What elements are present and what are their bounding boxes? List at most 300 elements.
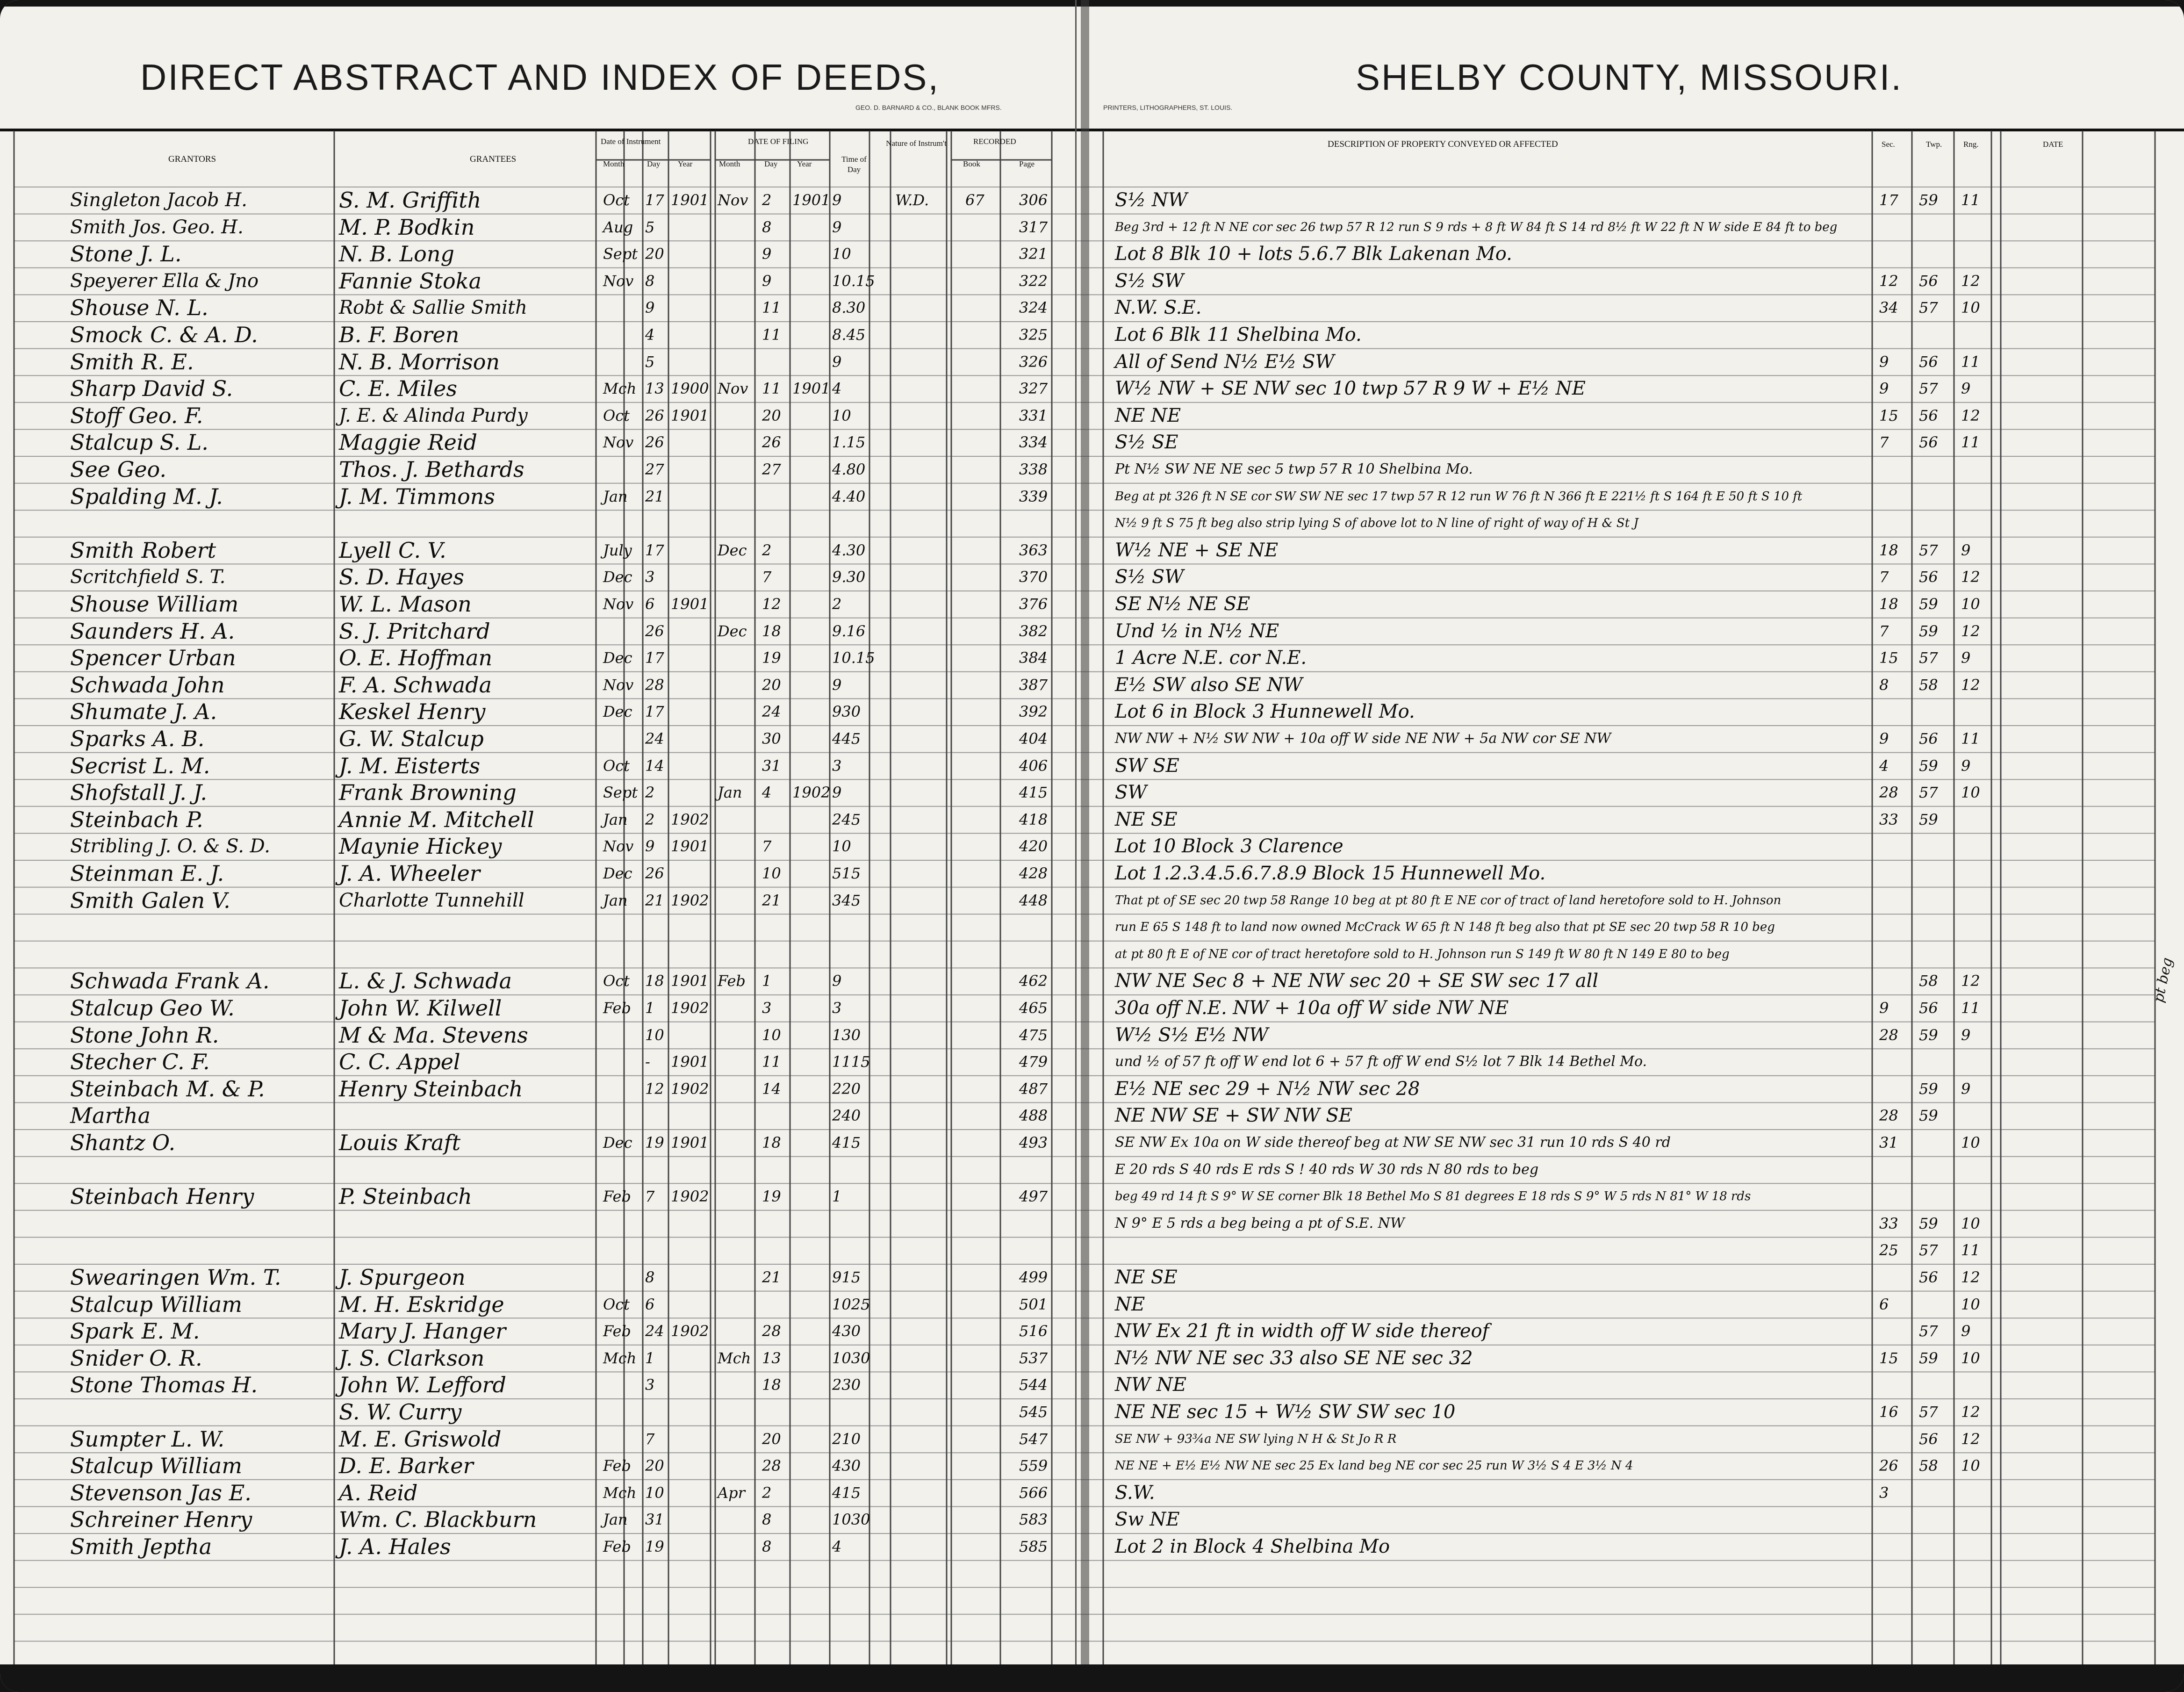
filing-year-cell: 1902 bbox=[792, 784, 831, 802]
description-cell: NE NE sec 15 + W½ SW SW sec 10 bbox=[1115, 1401, 1456, 1423]
page-cell: 420 bbox=[1019, 837, 1048, 856]
time-of-day-cell: 8.30 bbox=[832, 299, 866, 317]
instrument-year-cell: 1902 bbox=[671, 891, 709, 909]
grantee-cell: J. A. Hales bbox=[339, 1534, 451, 1559]
filing-month-cell: Apr bbox=[718, 1483, 745, 1502]
filing-day-cell: 24 bbox=[762, 703, 781, 721]
sec-cell: 16 bbox=[1879, 1403, 1898, 1421]
rng-cell: 12 bbox=[1961, 972, 1980, 990]
instrument-month-cell: Dec bbox=[603, 649, 632, 667]
rng-cell: 9 bbox=[1961, 649, 1971, 667]
column-header-sec: Sec. bbox=[1882, 140, 1895, 149]
twp-cell: 57 bbox=[1919, 1322, 1938, 1340]
rng-cell: 10 bbox=[1961, 1214, 1980, 1232]
twp-cell: 57 bbox=[1919, 541, 1938, 559]
rng-cell: 12 bbox=[1961, 1403, 1980, 1421]
filing-day-cell: 14 bbox=[762, 1080, 781, 1098]
twp-cell: 56 bbox=[1919, 1430, 1938, 1448]
filing-day-cell: 2 bbox=[762, 191, 772, 209]
description-cell: Beg 3rd + 12 ft N NE cor sec 26 twp 57 R 12 run S 9 rds + 8 ft W 84 ft S 14 rd 8½ ft W 22 ft N W side E 84 ft to beg bbox=[1115, 220, 1838, 234]
grantor-cell: Smith Robert bbox=[70, 537, 216, 563]
sec-cell: 3 bbox=[1879, 1483, 1889, 1502]
sec-cell: 7 bbox=[1879, 622, 1889, 640]
time-of-day-cell: 2 bbox=[832, 595, 842, 613]
instrument-year-cell: 1902 bbox=[671, 1080, 709, 1098]
grantor-cell: Sumpter L. W. bbox=[70, 1426, 225, 1452]
filing-day-cell: 18 bbox=[762, 1134, 781, 1152]
page-title-right: SHELBY COUNTY, MISSOURI. bbox=[1356, 57, 1903, 98]
page-cell: 585 bbox=[1019, 1538, 1048, 1555]
rng-cell: 12 bbox=[1961, 676, 1980, 694]
description-cell: E 20 rds S 40 rds E rds S ! 40 rds W 30 rds N 80 rds to beg bbox=[1115, 1161, 1539, 1178]
instrument-month-cell: Jan bbox=[603, 810, 628, 828]
description-cell: S½ SE bbox=[1115, 432, 1178, 454]
time-of-day-cell: 1.15 bbox=[832, 433, 866, 452]
grantee-cell: O. E. Hoffman bbox=[339, 645, 493, 671]
instrument-day-cell: 28 bbox=[645, 676, 664, 694]
instrument-day-cell: 9 bbox=[645, 299, 655, 317]
page-cell: 544 bbox=[1019, 1376, 1048, 1394]
column-header-date-of-filing: DATE OF FILING bbox=[748, 137, 809, 146]
column-header-nature: Nature of Instrum't bbox=[886, 139, 947, 148]
twp-cell: 57 bbox=[1919, 649, 1938, 667]
instrument-day-cell: 3 bbox=[645, 568, 655, 586]
rng-cell: 11 bbox=[1961, 191, 1980, 209]
grantor-cell: See Geo. bbox=[70, 457, 167, 482]
grantee-cell: Thos. J. Bethards bbox=[339, 457, 524, 482]
description-cell: SE N½ NE SE bbox=[1115, 593, 1250, 615]
grantee-cell: J. E. & Alinda Purdy bbox=[339, 404, 528, 426]
instrument-day-cell: - bbox=[645, 1053, 650, 1071]
description-cell: NE NE bbox=[1115, 404, 1181, 426]
column-header-inst-year: Year bbox=[678, 159, 693, 168]
filing-month-cell: Dec bbox=[718, 541, 747, 559]
grantor-cell: Stoff Geo. F. bbox=[70, 403, 203, 428]
column-header-book: Book bbox=[963, 159, 980, 168]
twp-cell: 59 bbox=[1919, 810, 1938, 828]
description-cell: Lot 2 in Block 4 Shelbina Mo bbox=[1115, 1536, 1390, 1557]
time-of-day-cell: 9.16 bbox=[832, 622, 866, 640]
grantee-cell: John W. Lefford bbox=[339, 1372, 506, 1398]
book-cell: 67 bbox=[965, 191, 984, 209]
grantor-cell: Smock C. & A. D. bbox=[70, 322, 258, 347]
rng-cell: 11 bbox=[1961, 730, 1980, 748]
time-of-day-cell: 3 bbox=[832, 756, 842, 775]
grantor-cell: Sharp David S. bbox=[70, 376, 233, 402]
instrument-day-cell: 10 bbox=[645, 1026, 664, 1044]
time-of-day-cell: 4.40 bbox=[832, 487, 866, 505]
column-header-filing-day: Day bbox=[764, 159, 778, 168]
sec-cell: 34 bbox=[1879, 299, 1898, 317]
grantee-cell: J. A. Wheeler bbox=[339, 861, 480, 886]
filing-day-cell: 11 bbox=[762, 326, 781, 344]
rng-cell: 9 bbox=[1961, 380, 1971, 398]
filing-month-cell: Jan bbox=[718, 784, 742, 802]
sec-cell: 26 bbox=[1879, 1457, 1898, 1475]
page-cell: 376 bbox=[1019, 595, 1048, 613]
grantee-cell: Henry Steinbach bbox=[339, 1076, 523, 1102]
column-header-date: DATE bbox=[2043, 140, 2063, 149]
instrument-day-cell: 26 bbox=[645, 433, 664, 452]
instrument-day-cell: 6 bbox=[645, 595, 655, 613]
instrument-day-cell: 5 bbox=[645, 353, 655, 371]
page-cell: 382 bbox=[1019, 622, 1048, 640]
twp-cell: 59 bbox=[1919, 191, 1938, 209]
page-cell: 418 bbox=[1019, 810, 1048, 828]
description-cell: W½ NE + SE NE bbox=[1115, 539, 1279, 561]
instrument-day-cell: 27 bbox=[645, 461, 664, 478]
page-cell: 306 bbox=[1019, 191, 1048, 209]
grantee-cell: M. E. Griswold bbox=[339, 1426, 502, 1452]
rng-cell: 10 bbox=[1961, 1295, 1980, 1313]
printer-note-left: GEO. D. BARNARD & CO., BLANK BOOK MFRS. bbox=[855, 104, 1002, 111]
column-header-filing-year: Year bbox=[797, 159, 812, 168]
grantee-cell: A. Reid bbox=[339, 1480, 418, 1505]
grantor-cell: Stevenson Jas E. bbox=[70, 1480, 251, 1505]
description-cell: N½ NW NE sec 33 also SE NE sec 32 bbox=[1115, 1347, 1473, 1369]
instrument-year-cell: 1900 bbox=[671, 380, 709, 398]
filing-day-cell: 20 bbox=[762, 676, 781, 694]
filing-day-cell: 10 bbox=[762, 864, 781, 882]
instrument-month-cell: Feb bbox=[603, 1457, 631, 1475]
rng-cell: 10 bbox=[1961, 1134, 1980, 1152]
sec-cell: 28 bbox=[1879, 784, 1898, 802]
filing-day-cell: 19 bbox=[762, 1188, 781, 1206]
instrument-month-cell: Feb bbox=[603, 1538, 631, 1555]
grantor-cell: Steinman E. J. bbox=[70, 861, 224, 886]
twp-cell: 57 bbox=[1919, 1241, 1938, 1260]
instrument-day-cell: 7 bbox=[645, 1188, 655, 1206]
grantee-cell: M & Ma. Stevens bbox=[339, 1022, 528, 1048]
filing-day-cell: 4 bbox=[762, 784, 772, 802]
instrument-year-cell: 1901 bbox=[671, 837, 709, 856]
time-of-day-cell: 1115 bbox=[832, 1053, 870, 1071]
grantor-cell: Stalcup S. L. bbox=[70, 430, 208, 455]
description-cell: That pt of SE sec 20 twp 58 Range 10 beg at pt 80 ft E NE cor of tract of land heretofore sold to H. Johnson bbox=[1115, 893, 1782, 907]
page-cell: 545 bbox=[1019, 1403, 1048, 1421]
sec-cell: 33 bbox=[1879, 810, 1898, 828]
sec-cell: 9 bbox=[1879, 353, 1889, 371]
column-header-inst-month: Month bbox=[603, 159, 625, 168]
instrument-day-cell: 4 bbox=[645, 326, 655, 344]
grantor-cell: Speyerer Ella & Jno bbox=[70, 270, 259, 292]
instrument-day-cell: 3 bbox=[645, 1376, 655, 1394]
rng-cell: 10 bbox=[1961, 1349, 1980, 1367]
instrument-month-cell: Nov bbox=[603, 272, 634, 290]
time-of-day-cell: 415 bbox=[832, 1483, 861, 1502]
column-header-filing-month: Month bbox=[719, 159, 740, 168]
time-of-day-cell: 10 bbox=[832, 245, 851, 263]
description-cell: W½ S½ E½ NW bbox=[1115, 1024, 1269, 1046]
time-of-day-cell: 1030 bbox=[832, 1349, 870, 1367]
twp-cell: 58 bbox=[1919, 1457, 1938, 1475]
column-header-rng: Rng. bbox=[1963, 140, 1979, 149]
description-cell: NW Ex 21 ft in width off W side thereof bbox=[1115, 1320, 1489, 1342]
grantee-cell: Louis Kraft bbox=[339, 1130, 461, 1155]
time-of-day-cell: 9 bbox=[832, 784, 842, 802]
page-cell: 488 bbox=[1019, 1107, 1048, 1125]
time-of-day-cell: 245 bbox=[832, 810, 861, 828]
instrument-day-cell: 8 bbox=[645, 1268, 655, 1286]
instrument-month-cell: Jan bbox=[603, 487, 628, 505]
grantee-cell: C. C. Appel bbox=[339, 1049, 460, 1075]
instrument-day-cell: 24 bbox=[645, 1322, 664, 1340]
page-cell: 475 bbox=[1019, 1026, 1048, 1044]
description-cell: W½ NW + SE NW sec 10 twp 57 R 9 W + E½ NE bbox=[1115, 378, 1586, 400]
instrument-month-cell: Sept bbox=[603, 245, 638, 263]
instrument-month-cell: Nov bbox=[603, 433, 634, 452]
filing-day-cell: 20 bbox=[762, 1430, 781, 1448]
sec-cell: 15 bbox=[1879, 406, 1898, 425]
grantee-cell: M. P. Bodkin bbox=[339, 214, 475, 240]
description-cell: N½ 9 ft S 75 ft beg also strip lying S of above lot to N line of right of way of H & St J bbox=[1115, 516, 1638, 531]
grantee-cell: D. E. Barker bbox=[339, 1453, 474, 1479]
twp-cell: 56 bbox=[1919, 433, 1938, 452]
time-of-day-cell: 1 bbox=[832, 1188, 842, 1206]
description-cell: und ½ of 57 ft off W end lot 6 + 57 ft off W end S½ lot 7 Blk 14 Bethel Mo. bbox=[1115, 1053, 1647, 1070]
instrument-month-cell: Jan bbox=[603, 1511, 628, 1529]
instrument-month-cell: Nov bbox=[603, 837, 634, 856]
description-cell: NW NE bbox=[1115, 1374, 1187, 1396]
grantor-cell: Stone Thomas H. bbox=[70, 1372, 258, 1398]
grantor-cell: Smith Galen V. bbox=[70, 887, 230, 913]
grantee-cell: S. J. Pritchard bbox=[339, 618, 490, 644]
time-of-day-cell: 9 bbox=[832, 353, 842, 371]
description-cell: NE bbox=[1115, 1293, 1145, 1315]
filing-day-cell: 27 bbox=[762, 461, 781, 478]
page-cell: 566 bbox=[1019, 1483, 1048, 1502]
instrument-day-cell: 17 bbox=[645, 703, 664, 721]
page-cell: 479 bbox=[1019, 1053, 1048, 1071]
filing-day-cell: 11 bbox=[762, 299, 781, 317]
column-header-inst-day: Day bbox=[647, 159, 661, 168]
instrument-year-cell: 1902 bbox=[671, 810, 709, 828]
sec-cell: 9 bbox=[1879, 999, 1889, 1017]
filing-month-cell: Mch bbox=[718, 1349, 751, 1367]
page-cell: 406 bbox=[1019, 756, 1048, 775]
twp-cell: 57 bbox=[1919, 299, 1938, 317]
description-cell: Sw NE bbox=[1115, 1509, 1180, 1531]
instrument-day-cell: 19 bbox=[645, 1134, 664, 1152]
page-cell: 325 bbox=[1019, 326, 1048, 344]
page-cell: 384 bbox=[1019, 649, 1048, 667]
column-header-date-of-instrument: Date of Instrument bbox=[601, 137, 661, 146]
description-cell: S½ NW bbox=[1115, 189, 1187, 211]
grantor-cell: Martha bbox=[70, 1103, 151, 1129]
filing-day-cell: 2 bbox=[762, 541, 772, 559]
time-of-day-cell: 240 bbox=[832, 1107, 861, 1125]
twp-cell: 59 bbox=[1919, 622, 1938, 640]
page-cell: 487 bbox=[1019, 1080, 1048, 1098]
filing-day-cell: 11 bbox=[762, 380, 781, 398]
grantor-cell: Shofstall J. J. bbox=[70, 780, 208, 806]
instrument-month-cell: Nov bbox=[603, 595, 634, 613]
grantor-cell: Steinbach M. & P. bbox=[70, 1076, 265, 1102]
time-of-day-cell: 415 bbox=[832, 1134, 861, 1152]
instrument-day-cell: 1 bbox=[645, 1349, 655, 1367]
instrument-year-cell: 1901 bbox=[671, 972, 709, 990]
instrument-month-cell: Feb bbox=[603, 999, 631, 1017]
sec-cell: 7 bbox=[1879, 568, 1889, 586]
description-cell: N.W. S.E. bbox=[1115, 297, 1202, 319]
grantee-cell: C. E. Miles bbox=[339, 376, 457, 402]
instrument-month-cell: Oct bbox=[603, 756, 630, 775]
filing-day-cell: 9 bbox=[762, 245, 772, 263]
rng-cell: 12 bbox=[1961, 622, 1980, 640]
grantor-cell: Stalcup Geo W. bbox=[70, 995, 235, 1021]
description-cell: E½ NE sec 29 + N½ NW sec 28 bbox=[1115, 1078, 1420, 1100]
rng-cell: 12 bbox=[1961, 1430, 1980, 1448]
filing-day-cell: 8 bbox=[762, 1511, 772, 1529]
instrument-day-cell: 12 bbox=[645, 1080, 664, 1098]
description-cell: 30a off N.E. NW + 10a off W side NW NE bbox=[1115, 997, 1509, 1019]
sec-cell: 7 bbox=[1879, 433, 1889, 452]
description-cell: Lot 6 Blk 11 Shelbina Mo. bbox=[1115, 324, 1362, 346]
instrument-month-cell: Oct bbox=[603, 406, 630, 425]
instrument-year-cell: 1902 bbox=[671, 999, 709, 1017]
page-cell: 363 bbox=[1019, 541, 1048, 559]
page-cell: 321 bbox=[1019, 245, 1048, 263]
grantor-cell: Shumate J. A. bbox=[70, 699, 217, 725]
sec-cell: 28 bbox=[1879, 1107, 1898, 1125]
sec-cell: 15 bbox=[1879, 649, 1898, 667]
time-of-day-cell: 9 bbox=[832, 676, 842, 694]
instrument-day-cell: 1 bbox=[645, 999, 655, 1017]
description-cell: S.W. bbox=[1115, 1482, 1155, 1504]
grantor-cell: Saunders H. A. bbox=[70, 618, 235, 644]
sec-cell: 8 bbox=[1879, 676, 1889, 694]
page-edge-top bbox=[0, 0, 2184, 7]
rng-cell: 10 bbox=[1961, 299, 1980, 317]
grantee-cell: Annie M. Mitchell bbox=[339, 806, 534, 832]
time-of-day-cell: 210 bbox=[832, 1430, 861, 1448]
description-cell: NW NE Sec 8 + NE NW sec 20 + SE SW sec 17 all bbox=[1115, 970, 1599, 992]
page-cell: 499 bbox=[1019, 1268, 1048, 1286]
twp-cell: 57 bbox=[1919, 784, 1938, 802]
sec-cell: 4 bbox=[1879, 756, 1889, 775]
rng-cell: 10 bbox=[1961, 595, 1980, 613]
page-cell: 559 bbox=[1019, 1457, 1048, 1475]
column-header-twp: Twp. bbox=[1926, 140, 1942, 149]
sec-cell: 18 bbox=[1879, 541, 1898, 559]
sec-cell: 6 bbox=[1879, 1295, 1889, 1313]
page-cell: 547 bbox=[1019, 1430, 1048, 1448]
filing-year-cell: 1901 bbox=[792, 380, 831, 398]
grantor-cell: Steinbach P. bbox=[70, 806, 203, 832]
filing-day-cell: 8 bbox=[762, 218, 772, 236]
filing-day-cell: 3 bbox=[762, 999, 772, 1017]
sec-cell: 9 bbox=[1879, 380, 1889, 398]
twp-cell: 56 bbox=[1919, 999, 1938, 1017]
grantor-cell: Stone J. L. bbox=[70, 241, 182, 267]
grantor-cell: Shouse William bbox=[70, 591, 239, 617]
filing-day-cell: 2 bbox=[762, 1483, 772, 1502]
grantee-cell: John W. Kilwell bbox=[339, 995, 502, 1021]
twp-cell: 59 bbox=[1919, 1080, 1938, 1098]
grantee-cell: Fannie Stoka bbox=[339, 268, 482, 294]
instrument-day-cell: 13 bbox=[645, 380, 664, 398]
description-cell: S½ SW bbox=[1115, 270, 1184, 292]
time-of-day-cell: 10 bbox=[832, 837, 851, 856]
page-gutter-line bbox=[1075, 0, 1077, 1692]
time-of-day-cell: 515 bbox=[832, 864, 861, 882]
rng-cell: 11 bbox=[1961, 1241, 1980, 1260]
page-title-left: DIRECT ABSTRACT AND INDEX OF DEEDS, bbox=[140, 57, 940, 98]
page-cell: 462 bbox=[1019, 972, 1048, 990]
time-of-day-cell: 230 bbox=[832, 1376, 861, 1394]
filing-day-cell: 18 bbox=[762, 1376, 781, 1394]
sec-cell: 12 bbox=[1879, 272, 1898, 290]
filing-day-cell: 31 bbox=[762, 756, 781, 775]
filing-day-cell: 8 bbox=[762, 1538, 772, 1555]
grantee-cell: F. A. Schwada bbox=[339, 672, 492, 698]
page-cell: 537 bbox=[1019, 1349, 1048, 1367]
instrument-month-cell: Mch bbox=[603, 1483, 637, 1502]
grantor-cell: Swearingen Wm. T. bbox=[70, 1265, 281, 1290]
rng-cell: 11 bbox=[1961, 999, 1980, 1017]
page-cell: 415 bbox=[1019, 784, 1048, 802]
instrument-day-cell: 24 bbox=[645, 730, 664, 748]
time-of-day-cell: 9 bbox=[832, 191, 842, 209]
instrument-month-cell: Feb bbox=[603, 1188, 631, 1206]
instrument-month-cell: Jan bbox=[603, 891, 628, 909]
twp-cell: 59 bbox=[1919, 756, 1938, 775]
description-cell: beg 49 rd 14 ft S 9° W SE corner Blk 18 Bethel Mo S 81 degrees E 18 rds S 9° W 5 rds N 81° W 18 rds bbox=[1115, 1189, 1751, 1204]
column-header-page: Page bbox=[1019, 159, 1035, 168]
instrument-month-cell: Oct bbox=[603, 191, 630, 209]
rng-cell: 10 bbox=[1961, 1457, 1980, 1475]
rng-cell: 11 bbox=[1961, 433, 1980, 452]
rng-cell: 12 bbox=[1961, 406, 1980, 425]
description-cell: SE NW + 93¾a NE SW lying N H & St Jo R R bbox=[1115, 1432, 1397, 1446]
grantee-cell: S. D. Hayes bbox=[339, 564, 464, 590]
twp-cell: 57 bbox=[1919, 380, 1938, 398]
grantee-cell: Robt & Sallie Smith bbox=[339, 297, 527, 319]
time-of-day-cell: 430 bbox=[832, 1322, 861, 1340]
page-cell: 428 bbox=[1019, 864, 1048, 882]
page-cell: 326 bbox=[1019, 353, 1048, 371]
description-cell: Lot 8 Blk 10 + lots 5.6.7 Blk Lakenan Mo. bbox=[1115, 243, 1512, 265]
sec-cell: 9 bbox=[1879, 730, 1889, 748]
grantor-cell: Singleton Jacob H. bbox=[70, 189, 247, 211]
grantor-cell: Schreiner Henry bbox=[70, 1507, 252, 1533]
time-of-day-cell: 10 bbox=[832, 406, 851, 425]
instrument-month-cell: Nov bbox=[603, 676, 634, 694]
grantor-cell: Stribling J. O. & S. D. bbox=[70, 835, 270, 857]
column-header-grantees: GRANTEES bbox=[470, 154, 517, 164]
grantee-cell: S. M. Griffith bbox=[339, 187, 481, 213]
filing-day-cell: 11 bbox=[762, 1053, 781, 1071]
grantor-cell: Smith Jos. Geo. H. bbox=[70, 216, 244, 238]
description-cell: N 9° E 5 rds a beg being a pt of S.E. NW bbox=[1115, 1215, 1405, 1231]
instrument-month-cell: Feb bbox=[603, 1322, 631, 1340]
description-cell: SW SE bbox=[1115, 755, 1179, 777]
description-cell: E½ SW also SE NW bbox=[1115, 674, 1303, 696]
description-cell: SE NW Ex 10a on W side thereof beg at NW SE NW sec 31 run 10 rds S 40 rd bbox=[1115, 1134, 1671, 1151]
page-cell: 497 bbox=[1019, 1188, 1048, 1206]
grantee-cell: G. W. Stalcup bbox=[339, 726, 484, 751]
time-of-day-cell: 3 bbox=[832, 999, 842, 1017]
grantor-cell: Stone John R. bbox=[70, 1022, 219, 1048]
grantee-cell: Mary J. Hanger bbox=[339, 1318, 506, 1344]
margin-note: pt beg bbox=[2150, 956, 2176, 1004]
page-cell: 317 bbox=[1019, 218, 1048, 236]
grantor-cell: Spencer Urban bbox=[70, 645, 236, 671]
filing-month-cell: Nov bbox=[718, 380, 748, 398]
twp-cell: 57 bbox=[1919, 1403, 1938, 1421]
instrument-day-cell: 21 bbox=[645, 891, 664, 909]
grantee-cell: W. L. Mason bbox=[339, 591, 472, 617]
